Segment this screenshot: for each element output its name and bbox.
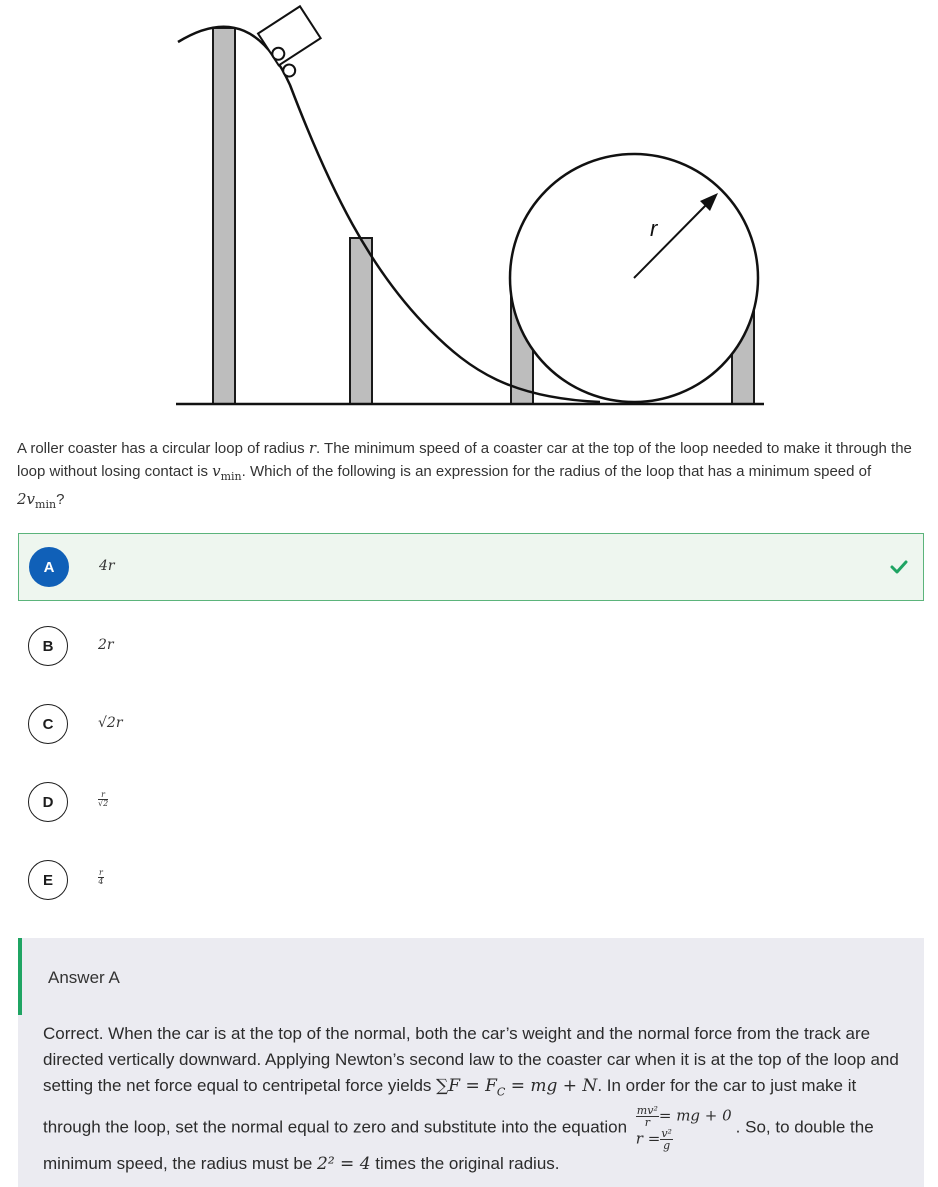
choice-letter-badge: E <box>28 860 68 900</box>
choice-text: 2r <box>98 637 114 653</box>
explanation-text <box>43 1021 903 1177</box>
question-part: ? <box>56 491 65 508</box>
fraction-numerator: v² <box>661 1127 672 1141</box>
choice-d[interactable] <box>18 769 924 837</box>
math-vmin-sub: min <box>220 470 242 483</box>
radius-label: r <box>650 216 658 241</box>
coaster-car <box>258 6 329 79</box>
math-var-r: r <box>308 439 316 457</box>
question-part: . The minimum speed of a coaster car at the top of the loop needed to make it through the loop without losing contact is <box>17 440 912 480</box>
explanation-panel <box>18 938 924 1187</box>
explanation-part: . So, to double the minimum speed, the radius must be <box>43 1117 874 1174</box>
choice-text: 4r <box>99 558 115 574</box>
math-equation: 2² = 4 <box>317 1154 371 1175</box>
explanation-part: Correct. When the car is at the top of the normal, both the car’s weight and the normal force from the track are directed vertically downward. Applying Newton’s second law to the coaster car when it is at the top of the loop and setting the net force equal to centripetal force yields <box>43 1024 899 1095</box>
math-sub: C <box>496 1085 506 1099</box>
support-pillar <box>213 28 235 404</box>
choice-a[interactable] <box>18 533 924 601</box>
math-two-vmin-sub: min <box>35 498 57 511</box>
math-equation: ∑F = F <box>436 1076 497 1096</box>
support-pillar <box>350 238 372 404</box>
question-text <box>17 437 929 516</box>
fraction-denominator: g <box>663 1139 671 1153</box>
fraction-denominator: 4 <box>98 877 104 886</box>
choice-c[interactable] <box>18 691 924 759</box>
fraction-numerator: mv² <box>636 1104 658 1118</box>
choice-e[interactable] <box>18 847 924 915</box>
math-equation: r = <box>635 1129 661 1148</box>
question-part: . Which of the following is an expression for the radius of the loop that has a minimum speed of <box>241 463 872 480</box>
choice-letter-badge: D <box>28 782 68 822</box>
explanation-part: times the original radius. <box>370 1154 560 1174</box>
explanation-accent-bar <box>18 938 22 1015</box>
fraction-denominator: √2 <box>98 799 109 808</box>
fraction-numerator: r <box>98 791 108 800</box>
choice-text <box>98 791 108 808</box>
math-equation: = mg + N <box>505 1076 598 1096</box>
math-two-vmin: 2v <box>17 490 36 508</box>
choice-b[interactable] <box>18 613 924 681</box>
roller-coaster-figure <box>0 0 938 420</box>
check-icon <box>889 557 909 577</box>
choice-letter-badge: C <box>28 704 68 744</box>
equation-block <box>636 1105 732 1151</box>
choice-text: √2r <box>98 715 123 731</box>
question-part: A roller coaster has a circular loop of radius <box>17 440 309 457</box>
choice-letter-badge: B <box>28 626 68 666</box>
math-equation: = mg + 0 <box>658 1106 732 1125</box>
choice-text <box>98 869 104 886</box>
choice-letter-badge: A <box>29 547 69 587</box>
answer-label: Answer A <box>48 968 120 987</box>
math-vmin: v <box>212 462 221 480</box>
fraction-numerator: r <box>99 868 103 877</box>
explanation-part: . In order for the car to just make it through the loop, set the normal equal to zero and substitute into the equation <box>43 1076 857 1137</box>
fraction-denominator: r <box>644 1116 650 1130</box>
